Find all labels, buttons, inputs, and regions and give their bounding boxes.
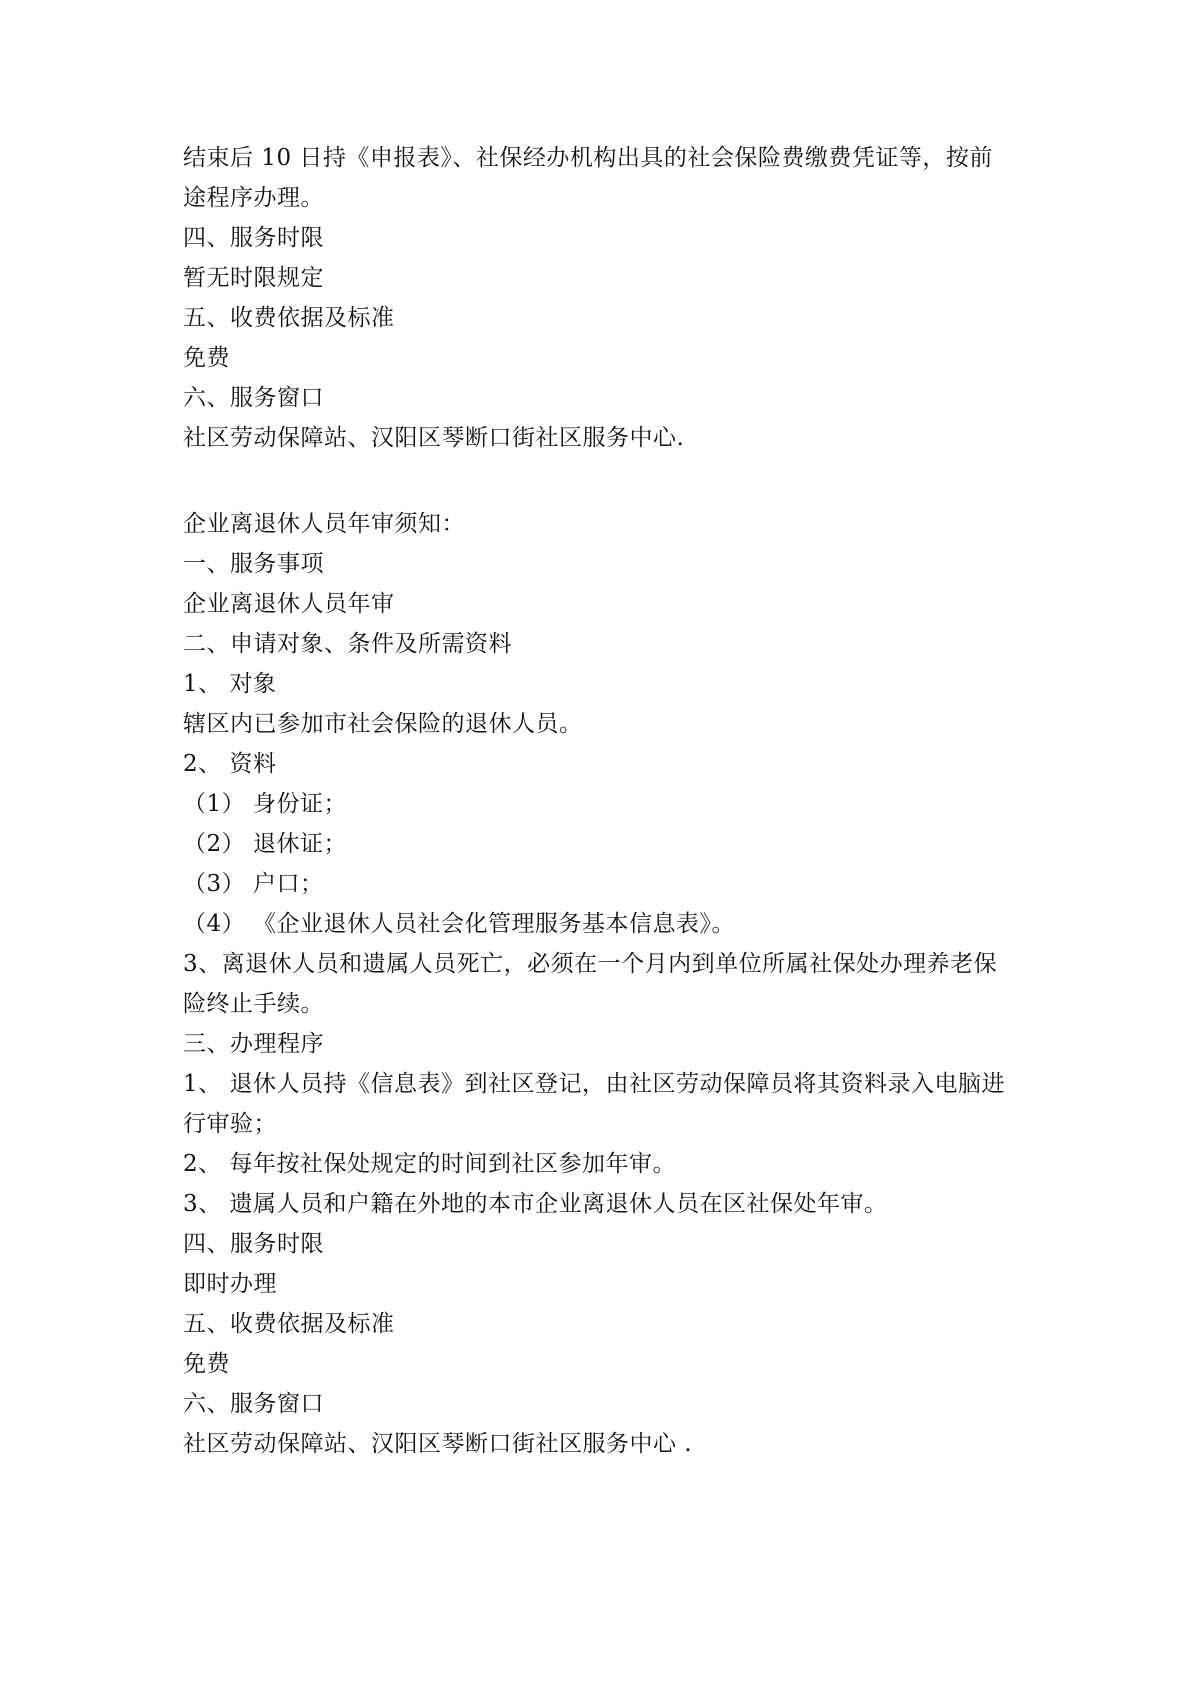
text-line: 免费 xyxy=(183,345,230,371)
text-line: 社区劳动保障站、汉阳区琴断口街社区服务中心. xyxy=(183,425,685,451)
text-line: 险终止手续。 xyxy=(183,991,324,1017)
list-item: （2） 退休证； xyxy=(183,831,347,857)
heading-service-item: 一、服务事项 xyxy=(183,551,324,577)
section-gap xyxy=(183,458,1023,504)
heading-procedure: 三、办理程序 xyxy=(183,1031,324,1057)
heading-service-time: 四、服务时限 xyxy=(183,1231,324,1257)
list-item: 3、 遗属人员和户籍在外地的本市企业离退休人员在区社保处年审。 xyxy=(183,1191,888,1217)
text-line: 结束后 10 日持《申报表》、社保经办机构出具的社会保险费缴费凭证等，按前 xyxy=(183,145,993,171)
list-item: （3） 户口； xyxy=(183,871,324,897)
list-item: 1、 退休人员持《信息表》到社区登记，由社区劳动保障员将其资料录入电脑进 xyxy=(183,1071,1005,1097)
list-item: （1） 身份证； xyxy=(183,791,347,817)
heading-applicants: 二、申请对象、条件及所需资料 xyxy=(183,631,512,657)
list-item: （4） 《企业退休人员社会化管理服务基本信息表》。 xyxy=(183,911,735,937)
heading-service-window: 六、服务窗口 xyxy=(183,385,324,411)
text-line: 途程序办理。 xyxy=(183,185,324,211)
text-line: 3、离退休人员和遗属人员死亡，必须在一个月内到单位所属社保处办理养老保 xyxy=(183,951,998,977)
heading-service-window: 六、服务窗口 xyxy=(183,1391,324,1417)
list-item: 2、 资料 xyxy=(183,751,277,777)
heading-fee-basis: 五、收费依据及标准 xyxy=(183,305,395,331)
section-title: 企业离退休人员年审须知： xyxy=(183,511,465,537)
text-line: 社区劳动保障站、汉阳区琴断口街社区服务中心 . xyxy=(183,1431,693,1457)
list-item: 2、 每年按社保处规定的时间到社区参加年审。 xyxy=(183,1151,676,1177)
heading-fee-basis: 五、收费依据及标准 xyxy=(183,1311,395,1337)
text-line: 免费 xyxy=(183,1351,230,1377)
text-line: 即时办理 xyxy=(183,1271,277,1297)
text-line: 暂无时限规定 xyxy=(183,265,324,291)
heading-service-time: 四、服务时限 xyxy=(183,225,324,251)
text-line: 行审验； xyxy=(183,1111,277,1137)
list-item: 1、 对象 xyxy=(183,671,277,697)
document-page xyxy=(183,138,1023,1464)
text-line: 辖区内已参加市社会保险的退休人员。 xyxy=(183,711,583,737)
text-line: 企业离退休人员年审 xyxy=(183,591,395,617)
